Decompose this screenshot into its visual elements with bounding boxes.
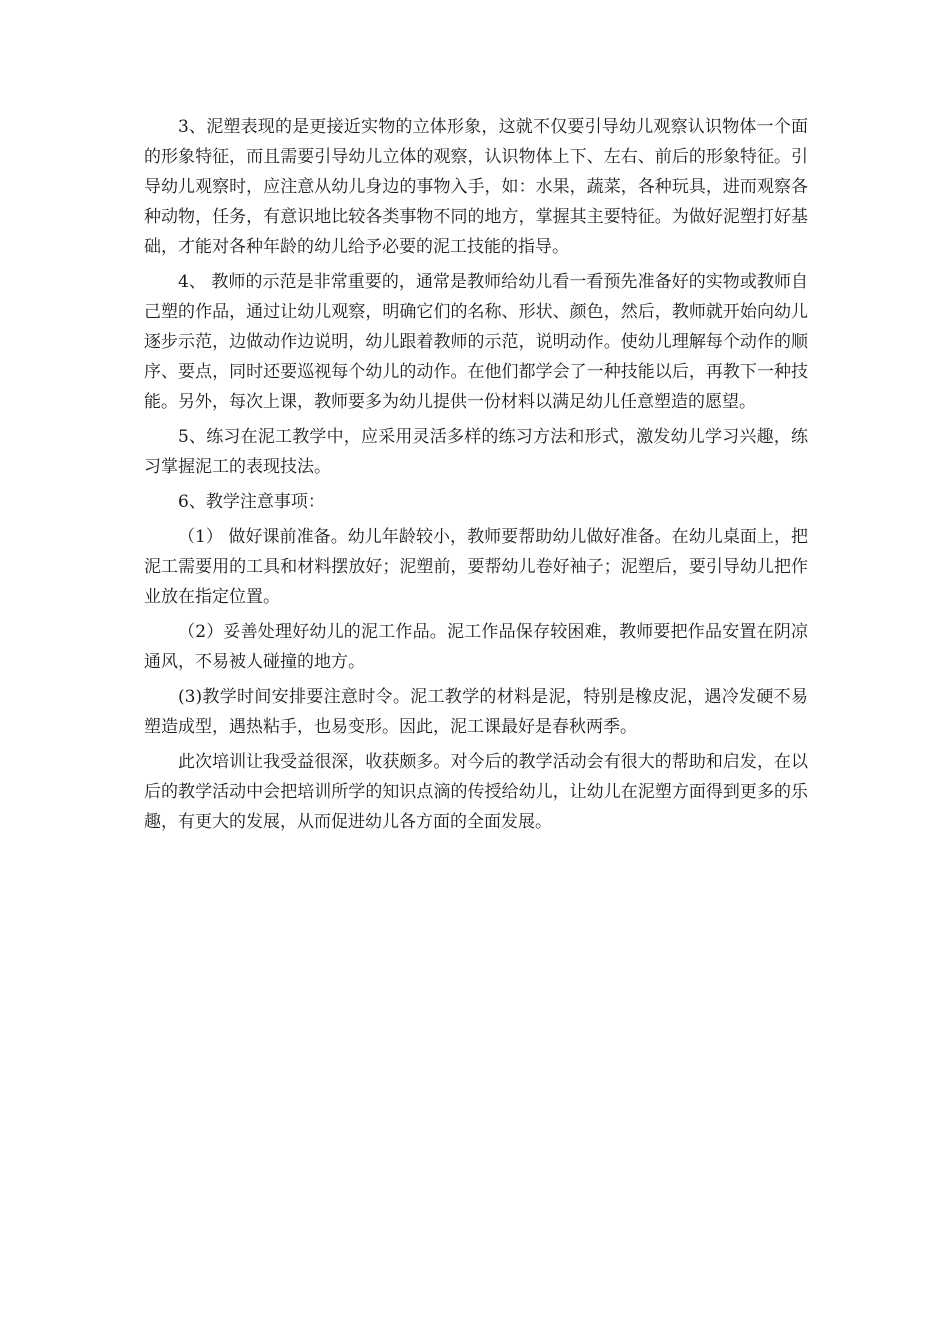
paragraph-point-4: 4、 教师的示范是非常重要的，通常是教师给幼儿看一看预先准备好的实物或教师自己塑的作品，通过让幼儿观察，明确它们的名称、形状、颜色，然后，教师就开始向幼儿逐步示范，边做动作边说明，幼儿跟着教师的示范，说明动作。使幼儿理解每个动作的顺序、要点，同时还要巡视每个幼儿的动作。在他们都学会了一种技能以后，再教下一种技能。另外，每次上课，教师要多为幼儿提供一份材料以满足幼儿任意塑造的愿望。	[144, 272, 808, 412]
paragraph-point-6-heading: 6、教学注意事项：	[178, 492, 325, 512]
paragraph-note-2: （2）妥善处理好幼儿的泥工作品。泥工作品保存较困难，教师要把作品安置在阴凉通风，不易被人碰撞的地方。	[144, 622, 808, 672]
paragraph-note-1: （1） 做好课前准备。幼儿年龄较小，教师要帮助幼儿做好准备。在幼儿桌面上，把泥工需要用的工具和材料摆放好；泥塑前，要帮幼儿卷好袖子；泥塑后，要引导幼儿把作业放在指定位置。	[144, 527, 808, 607]
paragraph-point-5: 5、练习在泥工教学中，应采用灵活多样的练习方法和形式，激发幼儿学习兴趣，练习掌握泥工的表现技法。	[144, 427, 808, 477]
paragraph-conclusion: 此次培训让我受益很深，收获颇多。对今后的教学活动会有很大的帮助和启发，在以后的教学活动中会把培训所学的知识点滴的传授给幼儿，让幼儿在泥塑方面得到更多的乐趣，有更大的发展，从而促进幼儿各方面的全面发展。	[144, 752, 808, 832]
document-body	[144, 112, 808, 842]
paragraph-note-3: (3)教学时间安排要注意时令。泥工教学的材料是泥，特别是橡皮泥，遇冷发硬不易塑造成型，遇热粘手，也易变形。因此，泥工课最好是春秋两季。	[144, 687, 808, 737]
paragraph-point-3: 3、泥塑表现的是更接近实物的立体形象，这就不仅要引导幼儿观察认识物体一个面的形象特征，而且需要引导幼儿立体的观察，认识物体上下、左右、前后的形象特征。引导幼儿观察时，应注意从幼儿身边的事物入手，如：水果，蔬菜，各种玩具，进而观察各种动物，任务，有意识地比较各类事物不同的地方，掌握其主要特征。为做好泥塑打好基础，才能对各种年龄的幼儿给予必要的泥工技能的指导。	[144, 117, 808, 257]
